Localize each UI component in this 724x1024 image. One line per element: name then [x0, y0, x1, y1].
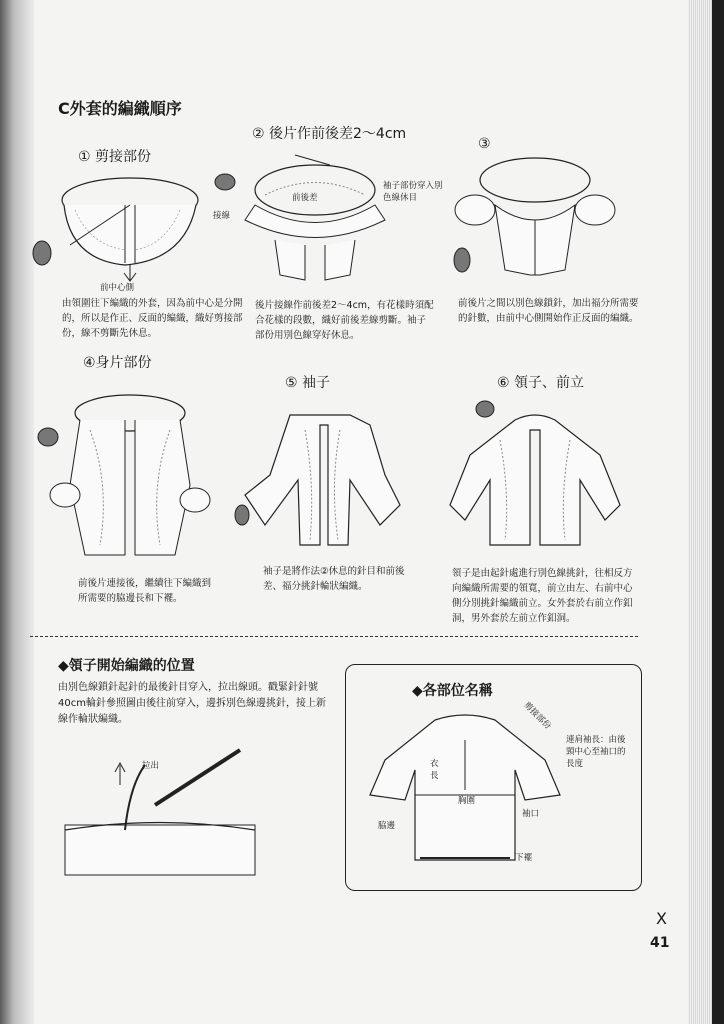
binding-shadow	[0, 0, 34, 1024]
chapter-mark: X	[656, 909, 667, 928]
step-6-caption: 領子是由起針處進行別色線挑針，往相反方向編織所需要的領寬，前立由左、右前中心側分別挑針編織前立。女外套於右前立作釦洞，男外套於左前立作釦洞。	[452, 568, 633, 624]
section-divider	[30, 636, 638, 637]
label-cuff: 袖口	[522, 809, 540, 819]
parts-note: 連肩袖長：由後頸中心至袖口的長度	[566, 735, 626, 769]
step-1-label: ① 剪接部份	[78, 149, 152, 165]
step-2-annotation-center: 前後差	[292, 193, 318, 203]
step-1-annotation: 前中心側	[100, 283, 135, 293]
step-5-caption: 袖子是將作法②休息的針目和前後差、福分挑針輪狀編織。	[263, 566, 405, 592]
step-1-caption: 由領圍往下編織的外套，因為前中心是分開的，所以是作正、反面的編織，織好剪接部份，線不剪斷先休息。	[62, 298, 243, 339]
step-1-illustration	[30, 165, 220, 290]
collar-illustration	[65, 745, 265, 880]
step-2-annotation-left: 接線	[213, 211, 231, 221]
step-2-illustration	[205, 145, 420, 290]
label-side: 脇邊	[378, 821, 396, 831]
section-title: C外套的編織順序	[58, 99, 182, 118]
step-3-label: ③	[478, 136, 491, 152]
page-number: 41	[650, 935, 670, 951]
step-2-caption: 後片接線作前後差2〜4cm，有花樣時須配合花樣的段數，織好前後差線剪斷。袖子部份用別色線穿好休息。	[255, 300, 434, 341]
step-4-illustration	[30, 385, 220, 565]
step-5-illustration	[230, 405, 415, 555]
step-2-label: ② 後片作前後差2〜4cm	[252, 126, 407, 142]
parts-title: ◆各部位名稱	[412, 683, 493, 699]
step-4-caption: 前後片連接後，繼續往下編織到所需要的脇邊長和下襬。	[78, 578, 212, 604]
label-hem: 下襬	[515, 853, 533, 863]
collar-title: ◆領子開始編織的位置	[58, 658, 195, 674]
step-2-annotation-right: 袖子部份穿入別色線休目	[383, 181, 443, 203]
step-3-caption: 前後片之間以別色線鎖針，加出福分所需要的針數，由前中心側開始作正反面的編織。	[458, 298, 639, 324]
collar-annotation: 拉出	[142, 761, 160, 771]
step-5-label: ⑤ 袖子	[285, 375, 331, 391]
label-raglan: 剪接部份	[521, 700, 553, 732]
step-4-label: ④身片部份	[83, 355, 152, 371]
label-body-length: 衣長	[430, 759, 439, 781]
collar-text: 由別色線鎖針起針的最後針目穿入，拉出線頭。戳緊針針號40cm輪針參照圖由後往前穿入，邊拆別色線邊挑針，接上新線作輪狀編織。	[58, 682, 326, 725]
step-6-illustration	[440, 395, 630, 555]
book-cover-edge	[712, 0, 724, 1024]
step-6-label: ⑥ 領子、前立	[497, 375, 585, 391]
step-3-illustration	[450, 150, 630, 285]
label-chest: 胸圍	[458, 796, 476, 806]
parts-diagram	[365, 710, 565, 865]
